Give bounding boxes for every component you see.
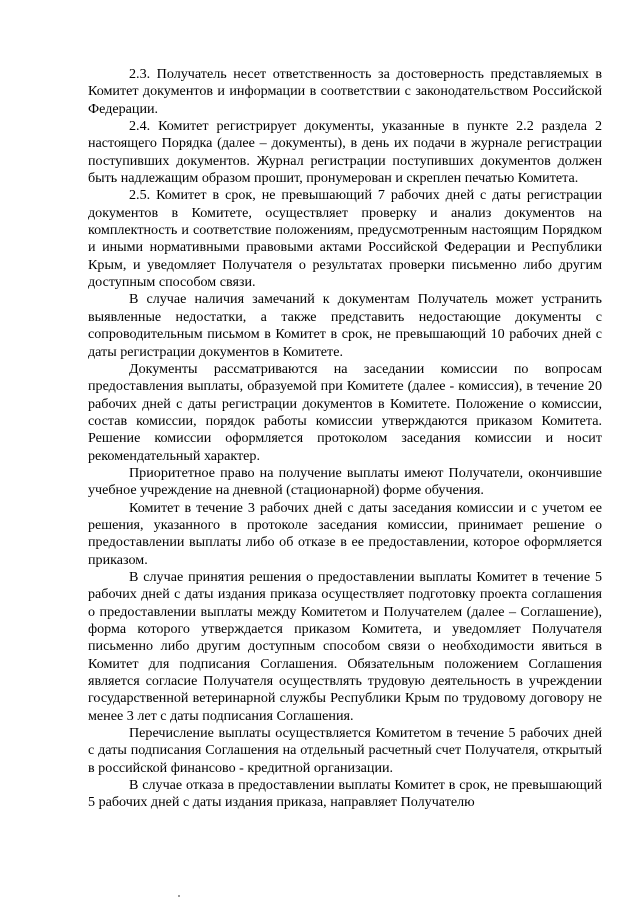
paragraph-2-3: 2.3. Получатель несет ответственность за достоверность представляемых в Комитет документов и информации в соответствии с законодательством Российской Федерации. — [88, 66, 602, 117]
paragraph-2-4: 2.4. Комитет регистрирует документы, указанные в пункте 2.2 раздела 2 настоящего Порядка (далее – документы), в день их подачи в журнале регистрации поступивших документов. Журнал регистрации поступивших документов должен быть надлежащим образом прошит, пронумерован и скреплен печатью Комитета. — [88, 118, 602, 187]
paragraph-agreement-preparation: В случае принятия решения о предоставлении выплаты Комитет в течение 5 рабочих дней с даты издания приказа осуществляет подготовку проекта соглашения о предоставлении выплаты между Комитетом и Получателем (далее – Соглашение), форма которого утверждается приказом Комитета, и уведомляет Получателя письменно либо другим доступным способом связи о необходимости явиться в Комитет для подписания Соглашения. Обязательным положением Соглашения является согласие Получателя осуществлять трудовую деятельность в учреждении государственной ветеринарной службы Республики Крым по трудовому договору не менее 3 лет с даты подписания Соглашения. — [88, 568, 602, 724]
document-body — [88, 66, 602, 812]
paragraph-payment-transfer: Перечисление выплаты осуществляется Комитетом в течение 5 рабочих дней с даты подписания Соглашения на отдельный расчетный счет Получателя, открытый в российской финансово - кредитной организации. — [88, 725, 602, 776]
paragraph-refusal: В случае отказа в предоставлении выплаты Комитет в срок, не превышающий 5 рабочих дней с даты издания приказа, направляет Получателю — [88, 777, 602, 811]
paragraph-commission-review: Документы рассматриваются на заседании комиссии по вопросам предоставления выплаты, образуемой при Комитете (далее - комиссия), в течение 20 рабочих дней с даты регистрации документов в Комитете. Положение о комиссии, состав комиссии, порядок работы комиссии утверждаются приказом Комитета. Решение комиссии оформляется протоколом заседания комиссии и носит рекомендательный характер. — [88, 360, 602, 464]
paragraph-priority-right: Приоритетное право на получение выплаты имеют Получатели, окончившие учебное учреждение на дневной (стационарной) форме обучения. — [88, 464, 602, 499]
paragraph-2-5: 2.5. Комитет в срок, не превышающий 7 рабочих дней с даты регистрации документов в Комитете, осуществляет проверку и анализ документов на комплектность и соответствие положениям, предусмотренным настоящим Порядком и иными нормативными правовыми актами Российской Федерации и Республики Крым, и уведомляет Получателя о результатах проверки письменно либо другим доступным способом связи. — [88, 187, 602, 291]
paragraph-committee-decision: Комитет в течение 3 рабочих дней с даты заседания комиссии и с учетом ее решения, указанного в протоколе заседания комиссии, принимает решение о предоставлении выплаты либо об отказе в ее предоставлении, которое оформляется приказом. — [88, 499, 602, 568]
paragraph-remarks: В случае наличия замечаний к документам Получатель может устранить выявленные недостатки, а также представить недостающие документы с сопроводительным письмом в Комитет в срок, не превышающий 10 рабочих дней с даты регистрации документов в Комитете. — [88, 291, 602, 360]
scan-speck — [178, 895, 180, 897]
